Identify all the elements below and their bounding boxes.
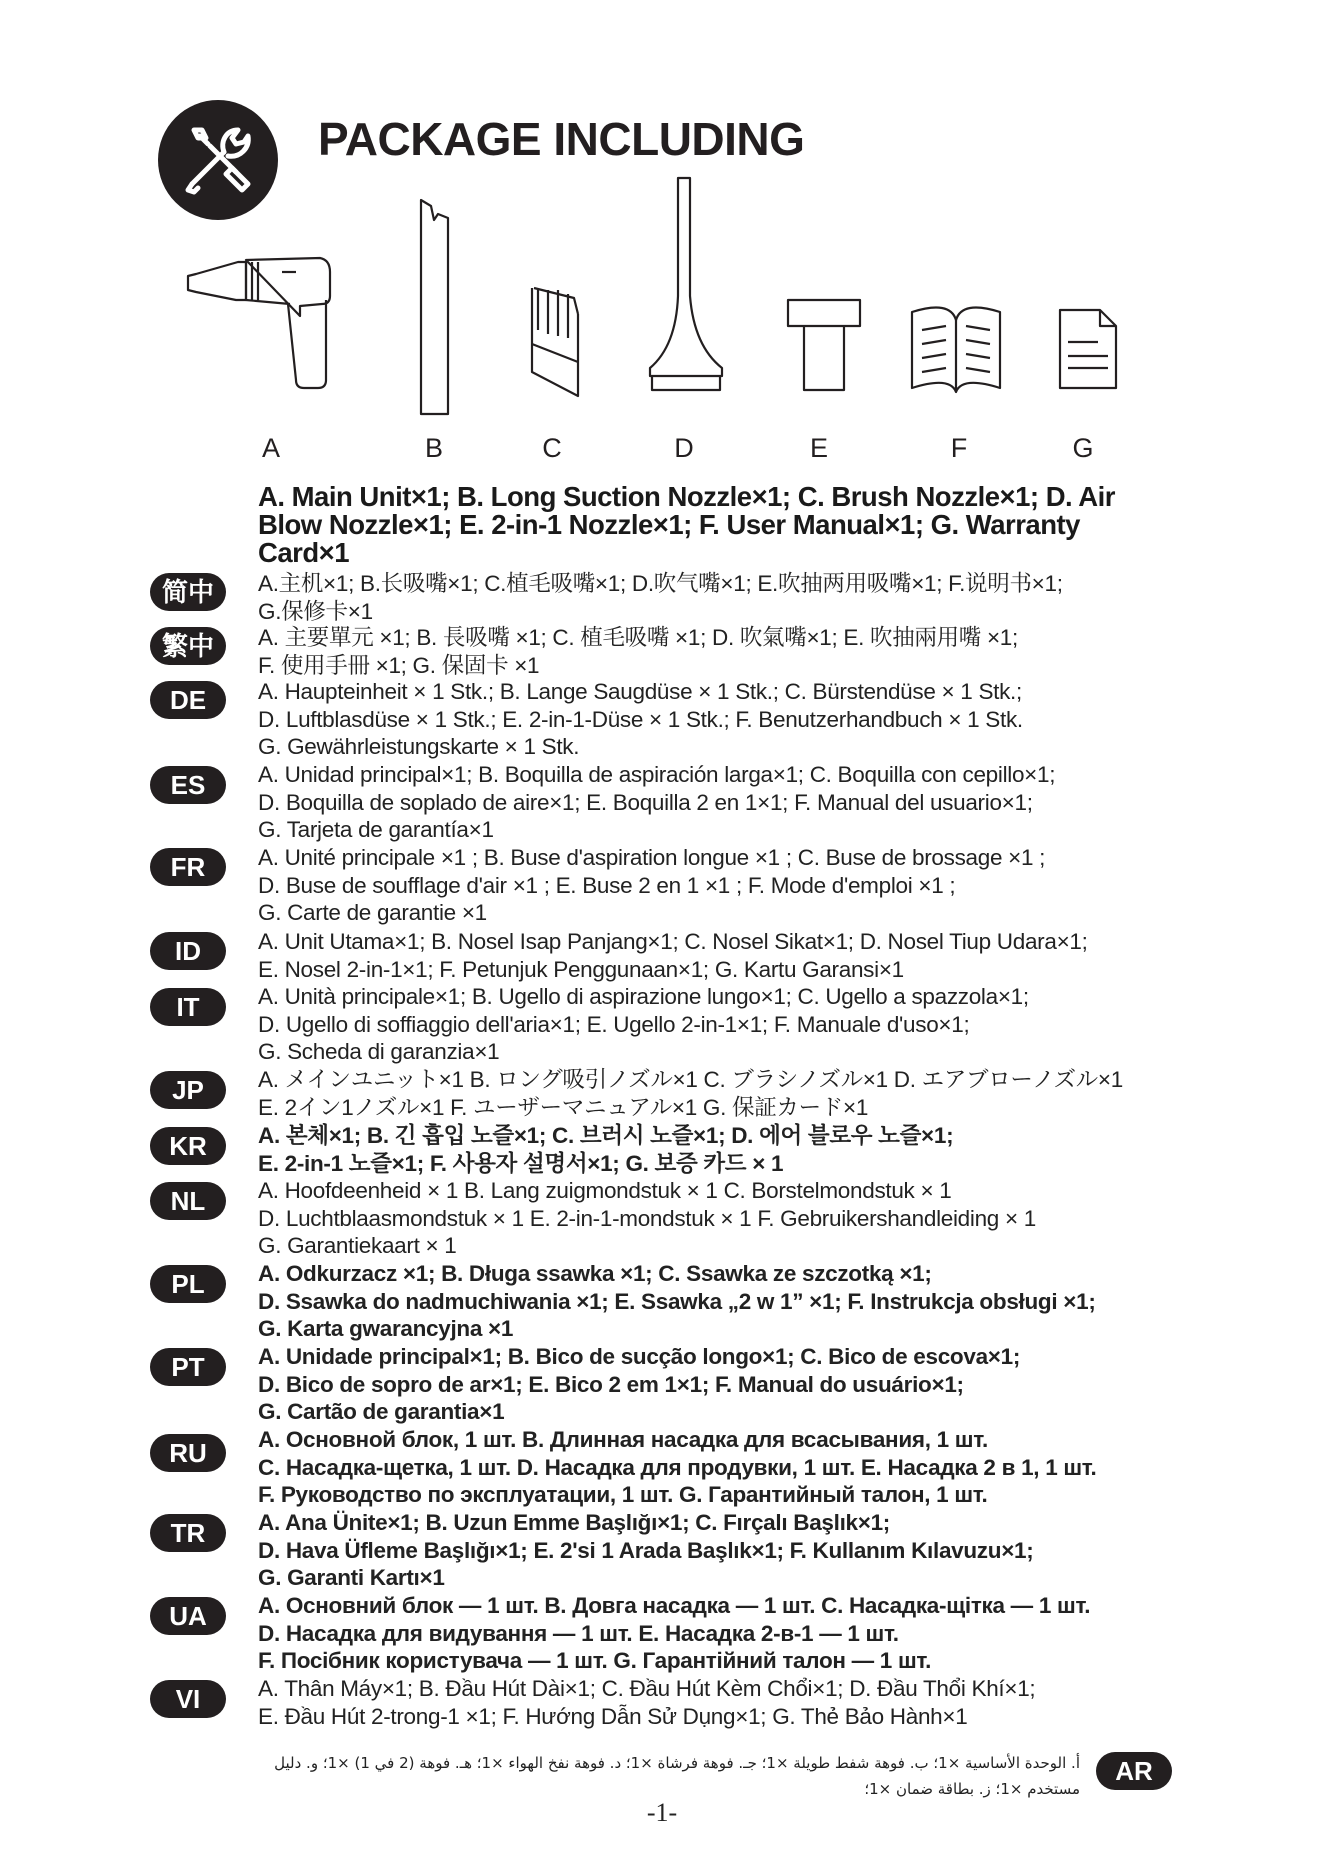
- lang-badge-id: ID: [150, 932, 226, 970]
- air-blow-nozzle-icon: [650, 178, 722, 390]
- lang-badge-tr: TR: [150, 1514, 226, 1552]
- long-nozzle-icon: [421, 200, 448, 414]
- item-letter-f: F: [950, 433, 968, 463]
- item-letter-g: G: [1072, 433, 1094, 463]
- page-title: PACKAGE INCLUDING: [318, 113, 805, 165]
- lang-text-ru: A. Основной блок, 1 шт. B. Длинная насадка для всасывания, 1 шт. C. Насадка-щетка, 1 шт. D. Насадка для продувки, 1 шт. E. Насадка 2 в 1, 1 шт. F. Руководство по эксплуатации, 1 шт. G. Гарантийный талон, 1 шт.: [258, 1427, 1097, 1508]
- item-letter-d: D: [674, 433, 694, 463]
- items-illustration: [0, 0, 1324, 420]
- lang-text-de: A. Haupteinheit × 1 Stk.; B. Lange Saugdüse × 1 Stk.; C. Bürstendüse × 1 Stk.; D. Luftblasdüse × 1 Stk.; E. 2-in-1-Düse × 1 Stk.; F. Benutzerhandbuch × 1 Stk. G. Gewährleistungskarte × 1 Stk.: [258, 679, 1023, 760]
- lang-badge-jp: JP: [150, 1071, 226, 1109]
- lang-text-it: A. Unità principale×1; B. Ugello di aspirazione lungo×1; C. Ugello a spazzola×1; D. Ugello di soffiaggio dell'aria×1; E. Ugello 2-in-1×1; F. Manuale d'uso×1; G. Scheda di garanzia×1: [258, 984, 1029, 1065]
- english-description: A. Main Unit×1; B. Long Suction Nozzle×1; C. Brush Nozzle×1; D. Air Blow Nozzle×1; E. 2-in-1 Nozzle×1; F. User Manual×1; G. Warranty Card×1: [258, 481, 1116, 568]
- lang-badge-ua: UA: [150, 1597, 226, 1635]
- lang-badge-es: ES: [150, 766, 226, 804]
- lang-badge-ar: AR: [1096, 1752, 1172, 1790]
- lang-text-es: A. Unidad principal×1; B. Boquilla de aspiración larga×1; C. Boquilla con cepillo×1; D. Boquilla de soplado de aire×1; E. Boquilla 2 en 1×1; F. Manual del usuario×1; G. Tarjeta de garantía×1: [258, 762, 1056, 843]
- lang-badge-zh-hans: 简中: [150, 573, 226, 611]
- lang-text-nl: A. Hoofdeenheid × 1 B. Lang zuigmondstuk × 1 C. Borstelmondstuk × 1 D. Luchtblaasmondstuk × 1 E. 2-in-1-mondstuk × 1 F. Gebruikershandleiding × 1 G. Garantiekaart × 1: [258, 1178, 1036, 1259]
- item-letter-b: B: [424, 433, 443, 463]
- lang-badge-pt: PT: [150, 1348, 226, 1386]
- item-letter-a: A: [261, 433, 280, 463]
- lang-badge-zh-hant: 繁中: [150, 627, 226, 665]
- main-unit-icon: [188, 258, 330, 388]
- lang-badge-nl: NL: [150, 1182, 226, 1220]
- lang-text-tr: A. Ana Ünite×1; B. Uzun Emme Başlığı×1; C. Fırçalı Başlık×1; D. Hava Üfleme Başlığı×1; E. 2'si 1 Arada Başlık×1; F. Kullanım Kılavuzu×1; G. Garanti Kartı×1: [258, 1510, 1034, 1591]
- lang-badge-kr: KR: [150, 1127, 226, 1165]
- lang-badge-de: DE: [150, 681, 226, 719]
- item-letter-e: E: [809, 433, 828, 463]
- lang-text-id: A. Unit Utama×1; B. Nosel Isap Panjang×1; C. Nosel Sikat×1; D. Nosel Tiup Udara×1; E. Nosel 2-in-1×1; F. Petunjuk Penggunaan×1; G. Kartu Garansi×1: [258, 929, 1088, 982]
- lang-text-jp: A. メインユニット×1 B. ロング吸引ノズル×1 C. ブラシノズル×1 D. エアブローノズル×1 E. 2イン1ノズル×1 F. ユーザーマニュアル×1 G. 保証カード×1: [258, 1067, 1123, 1120]
- two-in-one-nozzle-icon: [788, 300, 860, 390]
- warranty-card-icon: [1060, 310, 1116, 388]
- lang-text-pl: A. Odkurzacz ×1; B. Długa ssawka ×1; C. Ssawka ze szczotką ×1; D. Ssawka do nadmuchiwania ×1; E. Ssawka „2 w 1” ×1; F. Instrukcja obsługi ×1; G. Karta gwarancyjna ×1: [258, 1261, 1096, 1342]
- lang-badge-fr: FR: [150, 848, 226, 886]
- lang-badge-ru: RU: [150, 1434, 226, 1472]
- lang-badge-it: IT: [150, 988, 226, 1026]
- brush-nozzle-icon: [532, 288, 578, 396]
- lang-badge-pl: PL: [150, 1265, 226, 1303]
- lang-badge-vi: VI: [150, 1680, 226, 1718]
- page-number: -1-: [646, 1798, 678, 1827]
- lang-text-pt: A. Unidade principal×1; B. Bico de sucção longo×1; C. Bico de escova×1; D. Bico de sopro de ar×1; E. Bico 2 em 1×1; F. Manual do usuário×1; G. Cartão de garantia×1: [258, 1344, 1021, 1425]
- lang-text-kr: A. 본체×1; B. 긴 흡입 노즐×1; C. 브러시 노즐×1; D. 에어 블로우 노즐×1; E. 2-in-1 노즐×1; F. 사용자 설명서×1; G. 보증 카드 × 1: [258, 1123, 954, 1176]
- user-manual-icon: [912, 308, 1000, 393]
- lang-text-zh-hans: A.主机×1; B.长吸嘴×1; C.植毛吸嘴×1; D.吹气嘴×1; E.吹抽两用吸嘴×1; F.说明书×1; G.保修卡×1: [258, 571, 1063, 624]
- lang-text-ar: أ. الوحدة الأساسية ×1؛ ب. فوهة شفط طويلة ×1؛ جـ. فوهة فرشاة ×1؛ د. فوهة نفخ الهواء ×1؛ هـ. فوهة (2 في 1) ×1؛ و. دليل مستخدم ×1؛ ز. بطاقة ضمان ×1؛: [274, 1754, 1080, 1798]
- item-letter-c: C: [542, 433, 562, 463]
- lang-text-vi: A. Thân Máy×1; B. Đầu Hút Dài×1; C. Đầu Hút Kèm Chổi×1; D. Đầu Thổi Khí×1; E. Đầu Hút 2-trong-1 ×1; F. Hướng Dẫn Sử Dụng×1; G. Thẻ Bảo Hành×1: [258, 1676, 1036, 1729]
- lang-text-zh-hant: A. 主要單元 ×1; B. 長吸嘴 ×1; C. 植毛吸嘴 ×1; D. 吹氣嘴×1; E. 吹抽兩用嘴 ×1; F. 使用手冊 ×1; G. 保固卡 ×1: [258, 625, 1018, 678]
- lang-text-fr: A. Unité principale ×1 ; B. Buse d'aspiration longue ×1 ; C. Buse de brossage ×1 ; D. Buse de soufflage d'air ×1 ; E. Buse 2 en 1 ×1 ; F. Mode d'emploi ×1 ; G. Carte de garantie ×1: [258, 845, 1046, 926]
- lang-text-ua: A. Основний блок — 1 шт. B. Довга насадка — 1 шт. C. Насадка-щітка — 1 шт. D. Насадка для видування — 1 шт. E. Насадка 2-в-1 — 1 шт. F. Посібник користувача — 1 шт. G. Гарантійний талон — 1 шт.: [258, 1593, 1091, 1674]
